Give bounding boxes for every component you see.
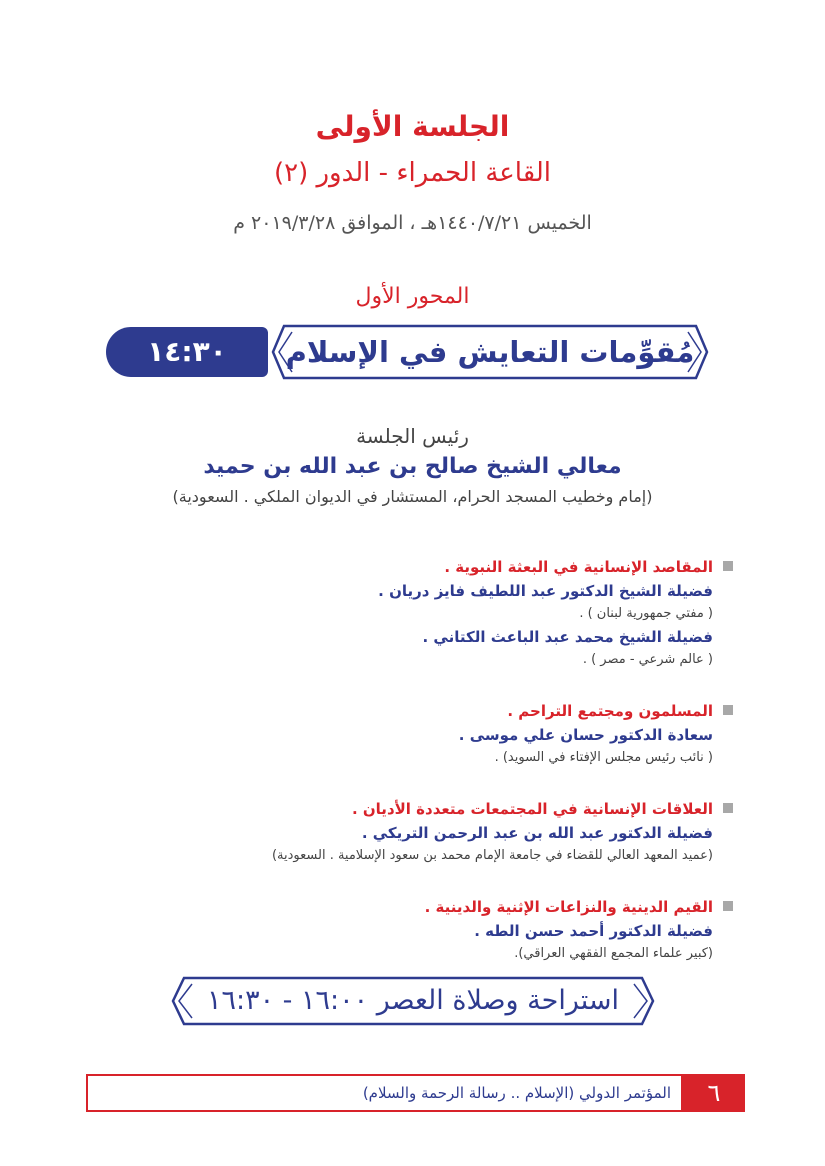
speaker-name: فضيلة الدكتور عبد الله بن عبد الرحمن التريكي . xyxy=(361,824,713,842)
chair-role: (إمام وخطيب المسجد الحرام، المستشار في الديوان الملكي . السعودية) xyxy=(172,487,653,506)
speaker-name: فضيلة الشيخ الدكتور عبد اللطيف فايز دريان . xyxy=(378,582,713,600)
speaker-role: (كبير علماء المجمع الفقهي العراقي). xyxy=(514,946,713,961)
topic-title: القيم الدينية والنزاعات الإثنية والدينية . xyxy=(424,898,713,916)
topic-title: العلاقات الإنسانية في المجتمعات متعددة الأديان . xyxy=(351,800,713,818)
speaker-role: ( مفتي جمهورية لبنان ) . xyxy=(579,606,713,621)
break-text: استراحة وصلاة العصر ١٦:٠٠ - ١٦:٣٠ xyxy=(206,985,619,1016)
axis-title: مُقوِّمات التعايش في الإسلام xyxy=(285,335,695,369)
footer-bar xyxy=(86,1074,683,1112)
topic-item xyxy=(113,798,713,866)
square-bullet-icon xyxy=(723,561,733,571)
topics-list xyxy=(113,556,713,994)
break-banner xyxy=(170,975,656,1027)
hall-subtitle: القاعة الحمراء - الدور (٢) xyxy=(273,158,552,188)
square-bullet-icon xyxy=(723,705,733,715)
topic-item xyxy=(113,556,713,670)
time-badge: ١٤:٣٠ -١٦:٠٠ xyxy=(106,327,268,377)
page-number: ٦ xyxy=(683,1074,745,1112)
session-title: الجلسة الأولى xyxy=(315,110,510,143)
speaker-role: (عميد المعهد العالي للقضاء في جامعة الإمام محمد بن سعود الإسلامية . السعودية) xyxy=(271,848,713,863)
speaker-role: ( عالم شرعي - مصر ) . xyxy=(582,652,713,667)
chair-label: رئيس الجلسة xyxy=(356,424,469,448)
axis-banner xyxy=(270,323,710,381)
topic-item xyxy=(113,896,713,964)
footer-text: المؤتمر الدولي (الإسلام .. رسالة الرحمة والسلام) xyxy=(362,1084,671,1102)
chair-name: معالي الشيخ صالح بن عبد الله بن حميد xyxy=(203,454,622,479)
date-line: الخميس ١٤٤٠/٧/٢١هـ ، الموافق ٢٠١٩/٣/٢٨ م xyxy=(233,212,592,234)
square-bullet-icon xyxy=(723,901,733,911)
speaker-name: سعادة الدكتور حسان علي موسى . xyxy=(458,726,713,744)
square-bullet-icon xyxy=(723,803,733,813)
axis-label: المحور الأول xyxy=(355,284,470,309)
speaker-role: ( نائب رئيس مجلس الإفتاء في السويد) . xyxy=(494,750,713,765)
topic-title: المسلمون ومجتمع التراحم . xyxy=(507,702,713,720)
speaker-name: فضيلة الشيخ محمد عبد الباعث الكتاني . xyxy=(422,628,713,646)
topic-item xyxy=(113,700,713,768)
speaker-name: فضيلة الدكتور أحمد حسن الطه . xyxy=(474,922,713,940)
topic-title: المقاصد الإنسانية في البعثة النبوية . xyxy=(444,558,713,576)
